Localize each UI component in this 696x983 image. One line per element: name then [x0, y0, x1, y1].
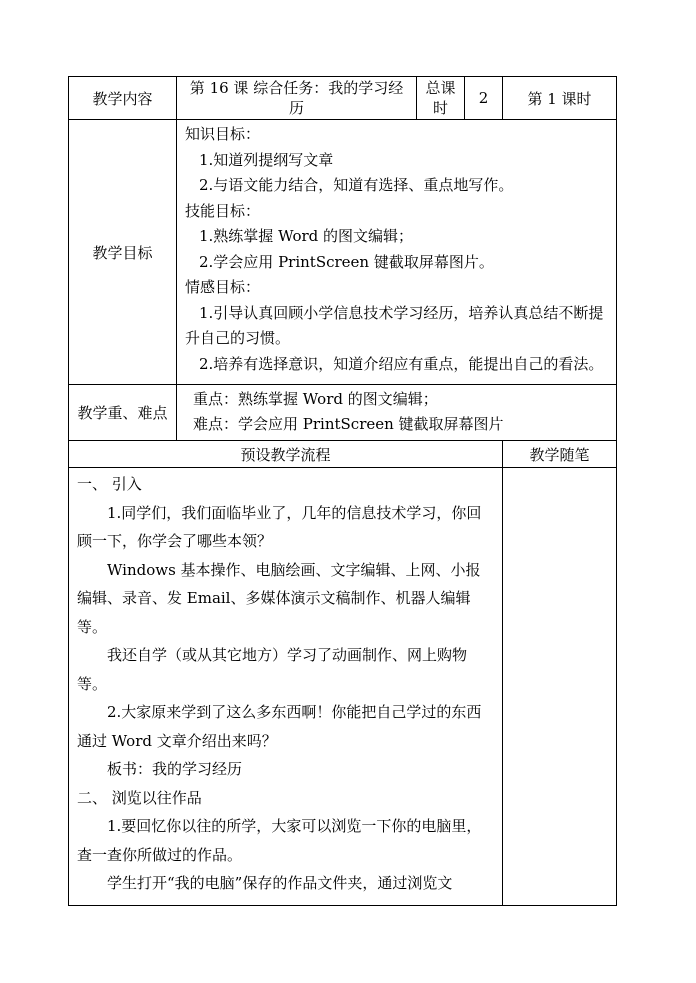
total-hours-label: 总课时	[417, 77, 465, 120]
key-point: 重点：熟练掌握 Word 的图文编辑；	[193, 390, 438, 408]
flow-line: 我还自学（或从其它地方）学习了动画制作、网上购物等。	[77, 646, 468, 693]
difficult-point: 难点：学会应用 PrintScreen 键截取屏幕图片	[193, 415, 504, 433]
lesson-plan-table	[68, 76, 617, 906]
key-points-content	[177, 385, 617, 441]
flow-line: 1.要回忆你以往的所学，大家可以浏览一下你的电脑里，查一查你所做过的作品。	[77, 817, 482, 864]
flow-line: 二、 浏览以往作品	[77, 788, 202, 807]
flow-line: 一、 引入	[77, 475, 142, 493]
content-label: 教学内容	[69, 77, 177, 120]
goal-line: 知识目标：	[185, 125, 261, 143]
key-points-label: 教学重、难点	[69, 385, 177, 441]
flow-line: 1.同学们，我们面临毕业了，几年的信息技术学习，你回顾一下，你学会了哪些本领？	[77, 503, 482, 550]
notes-content	[503, 468, 617, 906]
flow-line: 学生打开“我的电脑”保存的作品文件夹，通过浏览文	[107, 874, 453, 892]
flow-header: 预设教学流程	[69, 441, 503, 468]
goal-line: 1.引导认真回顾小学信息技术学习经历，培养认真总结不断提升自己的习惯。	[185, 303, 604, 347]
goal-line: 1.熟练掌握 Word 的图文编辑；	[199, 227, 414, 245]
flow-content	[69, 468, 503, 906]
total-hours-value: 2	[465, 77, 503, 120]
session-number: 第 1 课时	[503, 77, 617, 120]
lesson-title: 第 16 课 综合任务：我的学习经历	[177, 77, 417, 120]
flow-line: Windows 基本操作、电脑绘画、文字编辑、上网、小报编辑、录音、发 Email、多媒体演示文稿制作、机器人编辑等。	[77, 560, 481, 636]
goal-line: 技能目标：	[185, 201, 261, 220]
flow-line: 板书：我的学习经历	[107, 760, 243, 778]
goals-content	[177, 120, 617, 385]
goal-line: 2.与语文能力结合，知道有选择、重点地写作。	[199, 176, 514, 194]
goal-line: 2.学会应用 PrintScreen 键截取屏幕图片。	[199, 252, 494, 271]
goal-line: 2.培养有选择意识，知道介绍应有重点，能提出自己的看法。	[199, 354, 604, 373]
goals-label: 教学目标	[69, 120, 177, 385]
flow-line: 2.大家原来学到了这么多东西啊！你能把自己学过的东西通过 Word 文章介绍出来吗？	[77, 703, 482, 750]
goal-line: 1.知道列提纲写文章	[199, 150, 334, 169]
notes-header: 教学随笔	[503, 441, 617, 468]
goal-line: 情感目标：	[185, 278, 261, 296]
